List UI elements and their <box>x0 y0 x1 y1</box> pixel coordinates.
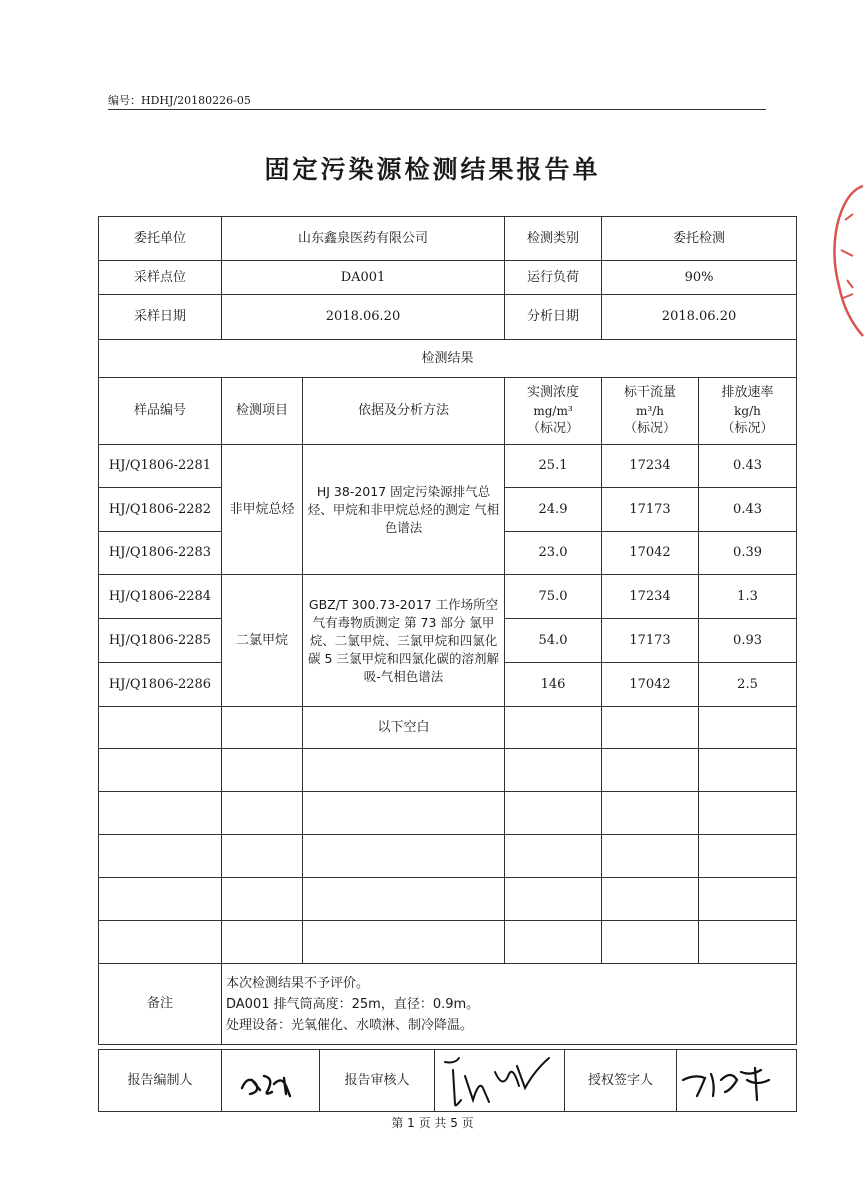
signer-label: 授权签字人 <box>565 1050 677 1112</box>
handwritten-signature-icon <box>435 1050 565 1112</box>
col-header-rate: 排放速率 kg/h （标况） <box>699 378 797 445</box>
document-number-label: 编号： <box>108 94 141 107</box>
flow-value: 17042 <box>602 663 699 707</box>
rate-value: 0.39 <box>699 532 797 575</box>
info-row-client <box>99 217 797 261</box>
test-item: 二氯甲烷 <box>222 575 303 707</box>
sample-id: HJ/Q1806-2286 <box>99 663 222 707</box>
red-stamp-edge-icon <box>827 180 865 340</box>
page-title: 固定污染源检测结果报告单 <box>264 155 601 184</box>
rate-value: 1.3 <box>699 575 797 619</box>
empty-row <box>99 921 797 964</box>
empty-row <box>99 878 797 921</box>
analysis-date-label: 分析日期 <box>505 295 602 340</box>
author-signature <box>222 1050 320 1112</box>
col-header-flow: 标干流量 m³/h （标况） <box>602 378 699 445</box>
remarks-content <box>222 964 797 1045</box>
remarks-label: 备注 <box>99 964 222 1045</box>
concentration-value: 75.0 <box>505 575 602 619</box>
table-row <box>99 575 797 619</box>
col-header-concentration: 实测浓度 mg/m³ （标况） <box>505 378 602 445</box>
sampling-date-value: 2018.06.20 <box>222 295 505 340</box>
info-row-dates <box>99 295 797 340</box>
empty-row <box>99 749 797 792</box>
analysis-method: GBZ/T 300.73-2017 工作场所空气有毒物质测定 第 73 部分 氯甲烷、二氯甲烷、三氯甲烷和四氯化碳 5 三氯甲烷和四氯化碳的溶剂解吸-气相色谱法 <box>303 575 505 707</box>
results-header-row <box>99 378 797 445</box>
load-value: 90% <box>602 261 797 295</box>
sampling-point-label: 采样点位 <box>99 261 222 295</box>
rate-value: 0.43 <box>699 445 797 488</box>
signature-table <box>98 1049 797 1112</box>
client-value: 山东鑫泉医药有限公司 <box>222 217 505 261</box>
remarks-row <box>99 964 797 1045</box>
load-label: 运行负荷 <box>505 261 602 295</box>
rate-value: 0.93 <box>699 619 797 663</box>
analysis-date-value: 2018.06.20 <box>602 295 797 340</box>
concentration-value: 54.0 <box>505 619 602 663</box>
rate-value: 2.5 <box>699 663 797 707</box>
col-header-item: 检测项目 <box>222 378 303 445</box>
sample-id: HJ/Q1806-2282 <box>99 488 222 532</box>
document-number <box>108 93 766 110</box>
handwritten-signature-icon <box>677 1050 797 1112</box>
flow-value: 17173 <box>602 619 699 663</box>
sampling-point-value: DA001 <box>222 261 505 295</box>
report-table <box>98 216 797 1045</box>
flow-value: 17234 <box>602 445 699 488</box>
page-number: 第 1 页 共 5 页 <box>391 1116 474 1130</box>
remarks-line: DA001 排气筒高度：25m，直径：0.9m。 <box>226 996 480 1012</box>
author-label: 报告编制人 <box>99 1050 222 1112</box>
table-row <box>99 445 797 488</box>
results-section-title: 检测结果 <box>99 340 797 378</box>
remarks-line: 本次检测结果不予评价。 <box>226 975 370 991</box>
test-item: 非甲烷总烃 <box>222 445 303 575</box>
sample-id: HJ/Q1806-2285 <box>99 619 222 663</box>
info-row-sampling-point <box>99 261 797 295</box>
table-row <box>99 707 797 749</box>
signer-signature <box>677 1050 797 1112</box>
concentration-value: 25.1 <box>505 445 602 488</box>
reviewer-signature <box>435 1050 565 1112</box>
col-header-sample: 样品编号 <box>99 378 222 445</box>
sample-id: HJ/Q1806-2283 <box>99 532 222 575</box>
col-header-method: 依据及分析方法 <box>303 378 505 445</box>
sample-id: HJ/Q1806-2284 <box>99 575 222 619</box>
client-label: 委托单位 <box>99 217 222 261</box>
sample-id: HJ/Q1806-2281 <box>99 445 222 488</box>
test-type-value: 委托检测 <box>602 217 797 261</box>
empty-row <box>99 792 797 835</box>
sampling-date-label: 采样日期 <box>99 295 222 340</box>
blank-note: 以下空白 <box>303 707 505 749</box>
reviewer-label: 报告审核人 <box>320 1050 435 1112</box>
flow-value: 17173 <box>602 488 699 532</box>
flow-value: 17042 <box>602 532 699 575</box>
document-number-value: HDHJ/20180226-05 <box>141 94 251 107</box>
test-type-label: 检测类别 <box>505 217 602 261</box>
analysis-method: HJ 38-2017 固定污染源排气总烃、甲烷和非甲烷总烃的测定 气相色谱法 <box>303 445 505 575</box>
rate-value: 0.43 <box>699 488 797 532</box>
flow-value: 17234 <box>602 575 699 619</box>
remarks-line: 处理设备：光氧催化、水喷淋、制冷降温。 <box>226 1017 474 1033</box>
empty-row <box>99 835 797 878</box>
handwritten-signature-icon <box>222 1050 320 1112</box>
concentration-value: 23.0 <box>505 532 602 575</box>
concentration-value: 24.9 <box>505 488 602 532</box>
concentration-value: 146 <box>505 663 602 707</box>
